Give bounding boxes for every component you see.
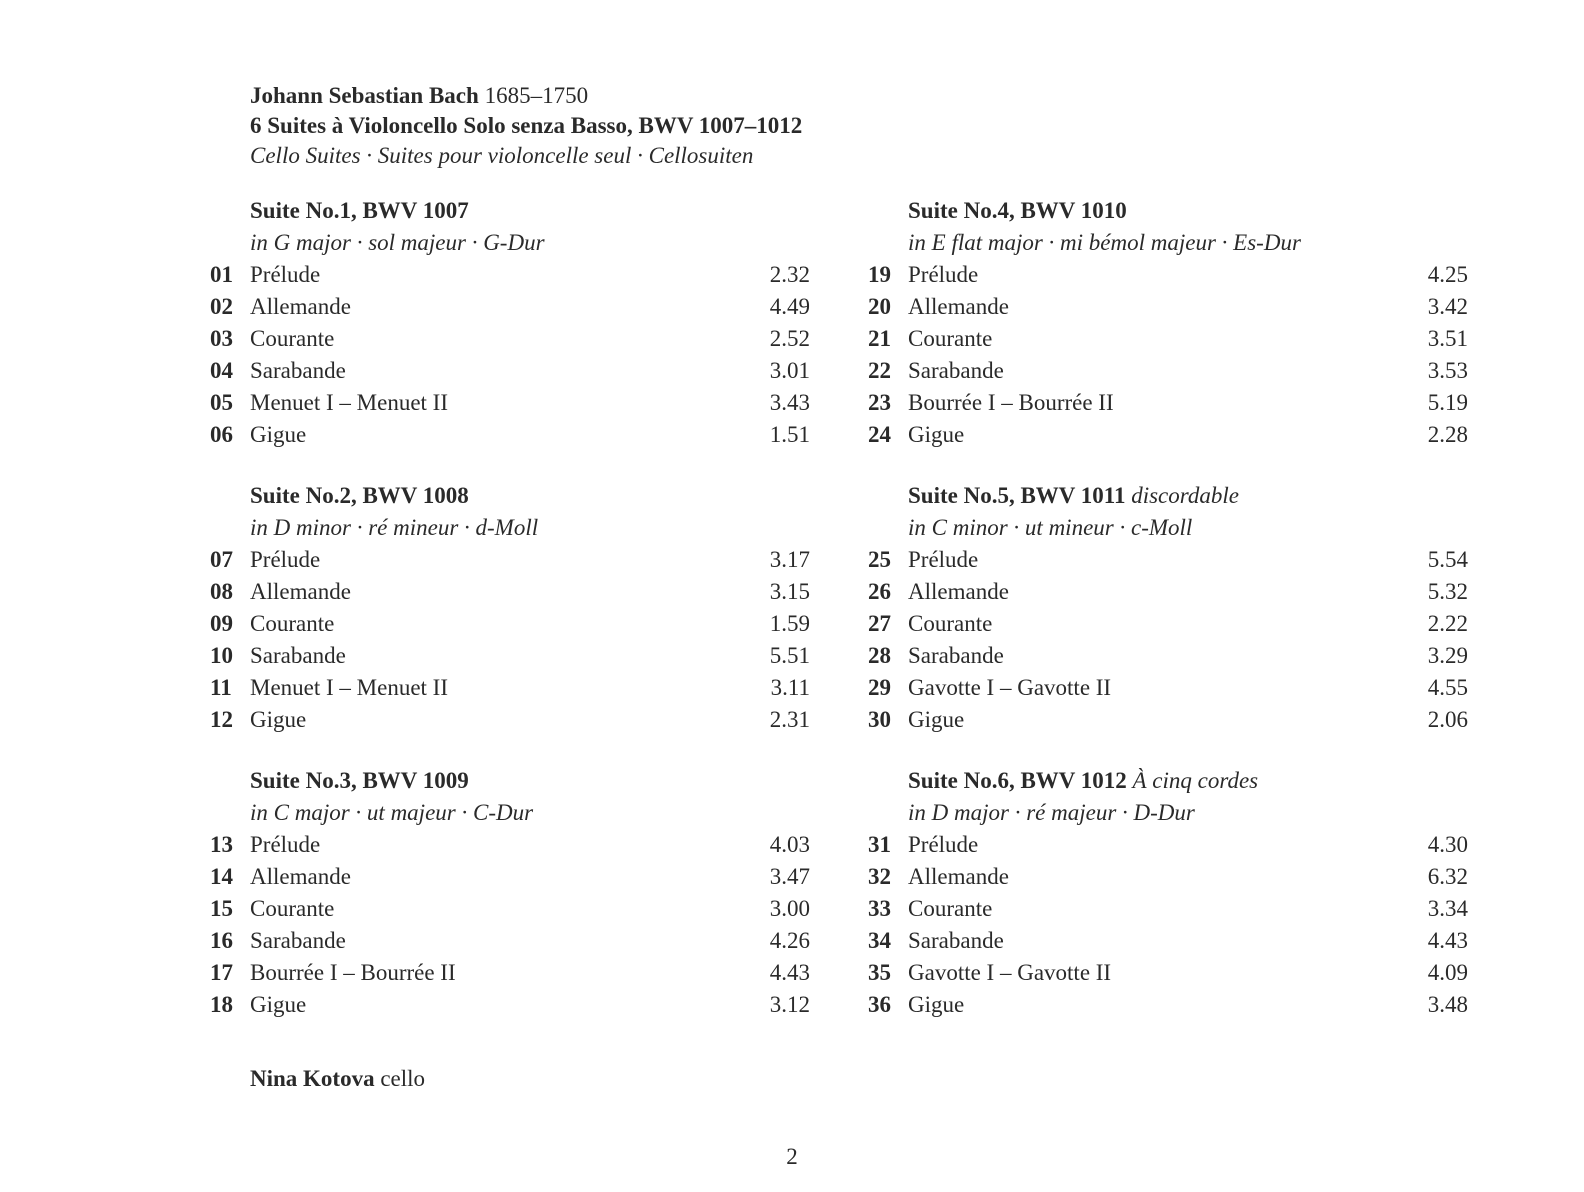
track-duration: 2.22	[1427, 611, 1468, 636]
track-number: 32	[868, 864, 891, 889]
performer-instrument: cello	[380, 1066, 426, 1091]
suite-block	[868, 195, 1468, 451]
track-name: Sarabande	[250, 358, 346, 383]
suite-annotation: discordable	[1131, 483, 1239, 508]
track-number: 13	[210, 832, 233, 857]
track-name: Bourrée I – Bourrée II	[908, 390, 1114, 415]
suite-title: Suite No.3, BWV 1009	[250, 768, 469, 793]
track-name: Bourrée I – Bourrée II	[250, 960, 456, 985]
track-duration: 5.32	[1427, 579, 1468, 604]
track-duration: 3.15	[769, 579, 810, 604]
track-duration: 3.12	[769, 992, 810, 1017]
track-row	[210, 957, 810, 989]
track-row	[210, 829, 810, 861]
suite-title: Suite No.2, BWV 1008	[250, 483, 469, 508]
track-duration: 3.43	[769, 390, 810, 415]
suite-title-row	[868, 765, 1468, 797]
track-name: Prélude	[908, 547, 979, 572]
track-duration: 2.06	[1427, 707, 1468, 732]
track-duration: 2.28	[1427, 422, 1468, 447]
track-row	[868, 608, 1468, 640]
track-duration: 3.53	[1427, 358, 1468, 383]
suite-key: in G major · sol majeur · G-Dur	[250, 230, 545, 255]
track-name: Gigue	[908, 707, 965, 732]
track-name: Courante	[908, 326, 993, 351]
track-number: 30	[868, 707, 891, 732]
track-row	[868, 640, 1468, 672]
track-number: 34	[868, 928, 891, 953]
track-number: 15	[210, 896, 233, 921]
composer-line	[250, 81, 802, 111]
track-name: Gigue	[250, 992, 307, 1017]
suite-title: Suite No.1, BWV 1007	[250, 198, 469, 223]
track-number: 05	[210, 390, 233, 415]
track-name: Allemande	[250, 294, 351, 319]
suite-key: in C major · ut majeur · C-Dur	[250, 800, 534, 825]
track-number: 23	[868, 390, 891, 415]
track-row	[210, 704, 810, 736]
album-header	[250, 81, 802, 171]
track-name: Gavotte I – Gavotte II	[908, 675, 1112, 700]
track-number: 22	[868, 358, 891, 383]
track-name: Allemande	[250, 864, 351, 889]
track-row	[868, 387, 1468, 419]
track-row	[868, 419, 1468, 451]
track-duration: 6.32	[1427, 864, 1468, 889]
track-row	[210, 989, 810, 1021]
track-name: Gigue	[908, 992, 965, 1017]
track-number: 07	[210, 547, 233, 572]
track-name: Sarabande	[908, 928, 1004, 953]
track-duration: 4.43	[1427, 928, 1468, 953]
performer-name: Nina Kotova	[250, 1066, 375, 1091]
track-row	[868, 323, 1468, 355]
track-number: 14	[210, 864, 233, 889]
suite-block	[210, 480, 810, 736]
track-name: Prélude	[908, 262, 979, 287]
track-row	[868, 989, 1468, 1021]
track-duration: 2.31	[769, 707, 810, 732]
work-subtitle: Cello Suites · Suites pour violoncelle seul · Cellosuiten	[250, 143, 754, 168]
track-row	[868, 259, 1468, 291]
track-duration: 4.49	[769, 294, 810, 319]
suite-title: Suite No.6, BWV 1012	[908, 768, 1127, 793]
track-row	[210, 291, 810, 323]
track-row	[868, 355, 1468, 387]
track-number: 35	[868, 960, 891, 985]
track-name: Courante	[250, 326, 335, 351]
suite-title: Suite No.4, BWV 1010	[908, 198, 1127, 223]
suite-key: in E flat major · mi bémol majeur · Es-Dur	[908, 230, 1301, 255]
suite-title: Suite No.5, BWV 1011	[908, 483, 1126, 508]
suite-title-row	[210, 765, 810, 797]
track-name: Prélude	[250, 547, 321, 572]
track-duration: 3.01	[769, 358, 810, 383]
track-number: 18	[210, 992, 233, 1017]
track-number: 06	[210, 422, 233, 447]
track-number: 11	[210, 675, 232, 700]
track-number: 12	[210, 707, 233, 732]
track-duration: 3.48	[1427, 992, 1468, 1017]
track-row	[868, 704, 1468, 736]
track-duration: 4.26	[769, 928, 810, 953]
track-row	[868, 925, 1468, 957]
track-row	[210, 861, 810, 893]
track-duration: 3.34	[1427, 896, 1468, 921]
track-duration: 4.55	[1427, 675, 1468, 700]
suite-annotation: À cinq cordes	[1132, 768, 1259, 793]
track-row	[868, 893, 1468, 925]
track-duration: 2.32	[769, 262, 810, 287]
track-duration: 3.29	[1427, 643, 1468, 668]
track-duration: 4.43	[769, 960, 810, 985]
track-name: Prélude	[250, 262, 321, 287]
track-row	[210, 544, 810, 576]
track-row	[210, 323, 810, 355]
track-name: Gigue	[908, 422, 965, 447]
track-name: Sarabande	[250, 928, 346, 953]
track-name: Courante	[908, 611, 993, 636]
track-name: Courante	[250, 896, 335, 921]
track-name: Sarabande	[908, 358, 1004, 383]
track-duration: 2.52	[769, 326, 810, 351]
track-duration: 3.11	[770, 675, 810, 700]
track-number: 16	[210, 928, 233, 953]
track-row	[868, 544, 1468, 576]
track-duration: 4.30	[1427, 832, 1468, 857]
track-row	[210, 387, 810, 419]
track-name: Gigue	[250, 422, 307, 447]
track-number: 36	[868, 992, 891, 1017]
suite-key: in D major · ré majeur · D-Dur	[908, 800, 1195, 825]
suite-key: in D minor · ré mineur · d-Moll	[250, 515, 539, 540]
track-row	[868, 957, 1468, 989]
track-number: 20	[868, 294, 891, 319]
track-number: 01	[210, 262, 233, 287]
track-row	[868, 861, 1468, 893]
track-duration: 5.51	[769, 643, 810, 668]
track-number: 03	[210, 326, 233, 351]
track-duration: 5.19	[1427, 390, 1468, 415]
track-duration: 3.17	[769, 547, 810, 572]
suite-block	[210, 195, 810, 451]
performer-credit	[250, 1064, 425, 1094]
composer-dates: 1685–1750	[484, 83, 589, 108]
track-number: 28	[868, 643, 891, 668]
track-name: Sarabande	[908, 643, 1004, 668]
track-number: 29	[868, 675, 891, 700]
composer-name: Johann Sebastian Bach	[250, 83, 479, 108]
track-name: Courante	[908, 896, 993, 921]
track-row	[210, 672, 810, 704]
track-number: 33	[868, 896, 891, 921]
track-number: 08	[210, 579, 233, 604]
track-row	[210, 608, 810, 640]
track-number: 19	[868, 262, 891, 287]
track-name: Gigue	[250, 707, 307, 732]
track-row	[210, 355, 810, 387]
suite-key: in C minor · ut mineur · c-Moll	[908, 515, 1193, 540]
track-duration: 4.09	[1427, 960, 1468, 985]
track-duration: 5.54	[1427, 547, 1468, 572]
track-row	[210, 925, 810, 957]
track-row	[868, 291, 1468, 323]
track-name: Prélude	[250, 832, 321, 857]
track-number: 26	[868, 579, 891, 604]
track-number: 25	[868, 547, 891, 572]
track-duration: 3.47	[769, 864, 810, 889]
suite-title-row	[210, 195, 810, 227]
track-number: 02	[210, 294, 233, 319]
track-name: Menuet I – Menuet II	[250, 675, 448, 700]
suite-title-row	[210, 480, 810, 512]
suite-title-row	[868, 480, 1468, 512]
suite-block	[868, 480, 1468, 736]
track-name: Menuet I – Menuet II	[250, 390, 448, 415]
track-number: 31	[868, 832, 891, 857]
track-number: 21	[868, 326, 891, 351]
track-duration: 1.59	[769, 611, 810, 636]
track-number: 04	[210, 358, 233, 383]
track-number: 27	[868, 611, 891, 636]
track-name: Gavotte I – Gavotte II	[908, 960, 1112, 985]
track-name: Courante	[250, 611, 335, 636]
suite-title-row	[868, 195, 1468, 227]
track-name: Allemande	[250, 579, 351, 604]
track-number: 24	[868, 422, 891, 447]
track-row	[868, 576, 1468, 608]
track-name: Allemande	[908, 579, 1009, 604]
track-duration: 4.03	[769, 832, 810, 857]
suite-block	[210, 765, 810, 1021]
track-duration: 3.00	[769, 896, 810, 921]
work-title: 6 Suites à Violoncello Solo senza Basso, BWV 1007–1012	[250, 113, 803, 138]
track-name: Prélude	[908, 832, 979, 857]
track-row	[868, 672, 1468, 704]
track-name: Allemande	[908, 864, 1009, 889]
track-duration: 4.25	[1427, 262, 1468, 287]
track-number: 10	[210, 643, 233, 668]
track-duration: 1.51	[769, 422, 810, 447]
track-duration: 3.51	[1427, 326, 1468, 351]
track-row	[210, 419, 810, 451]
track-row	[210, 893, 810, 925]
page-number: 2	[786, 1144, 798, 1169]
track-number: 09	[210, 611, 233, 636]
suite-block	[868, 765, 1468, 1021]
track-row	[210, 259, 810, 291]
track-name: Sarabande	[250, 643, 346, 668]
track-duration: 3.42	[1427, 294, 1468, 319]
track-row	[210, 640, 810, 672]
track-row	[868, 829, 1468, 861]
track-row	[210, 576, 810, 608]
track-name: Allemande	[908, 294, 1009, 319]
track-number: 17	[210, 960, 233, 985]
